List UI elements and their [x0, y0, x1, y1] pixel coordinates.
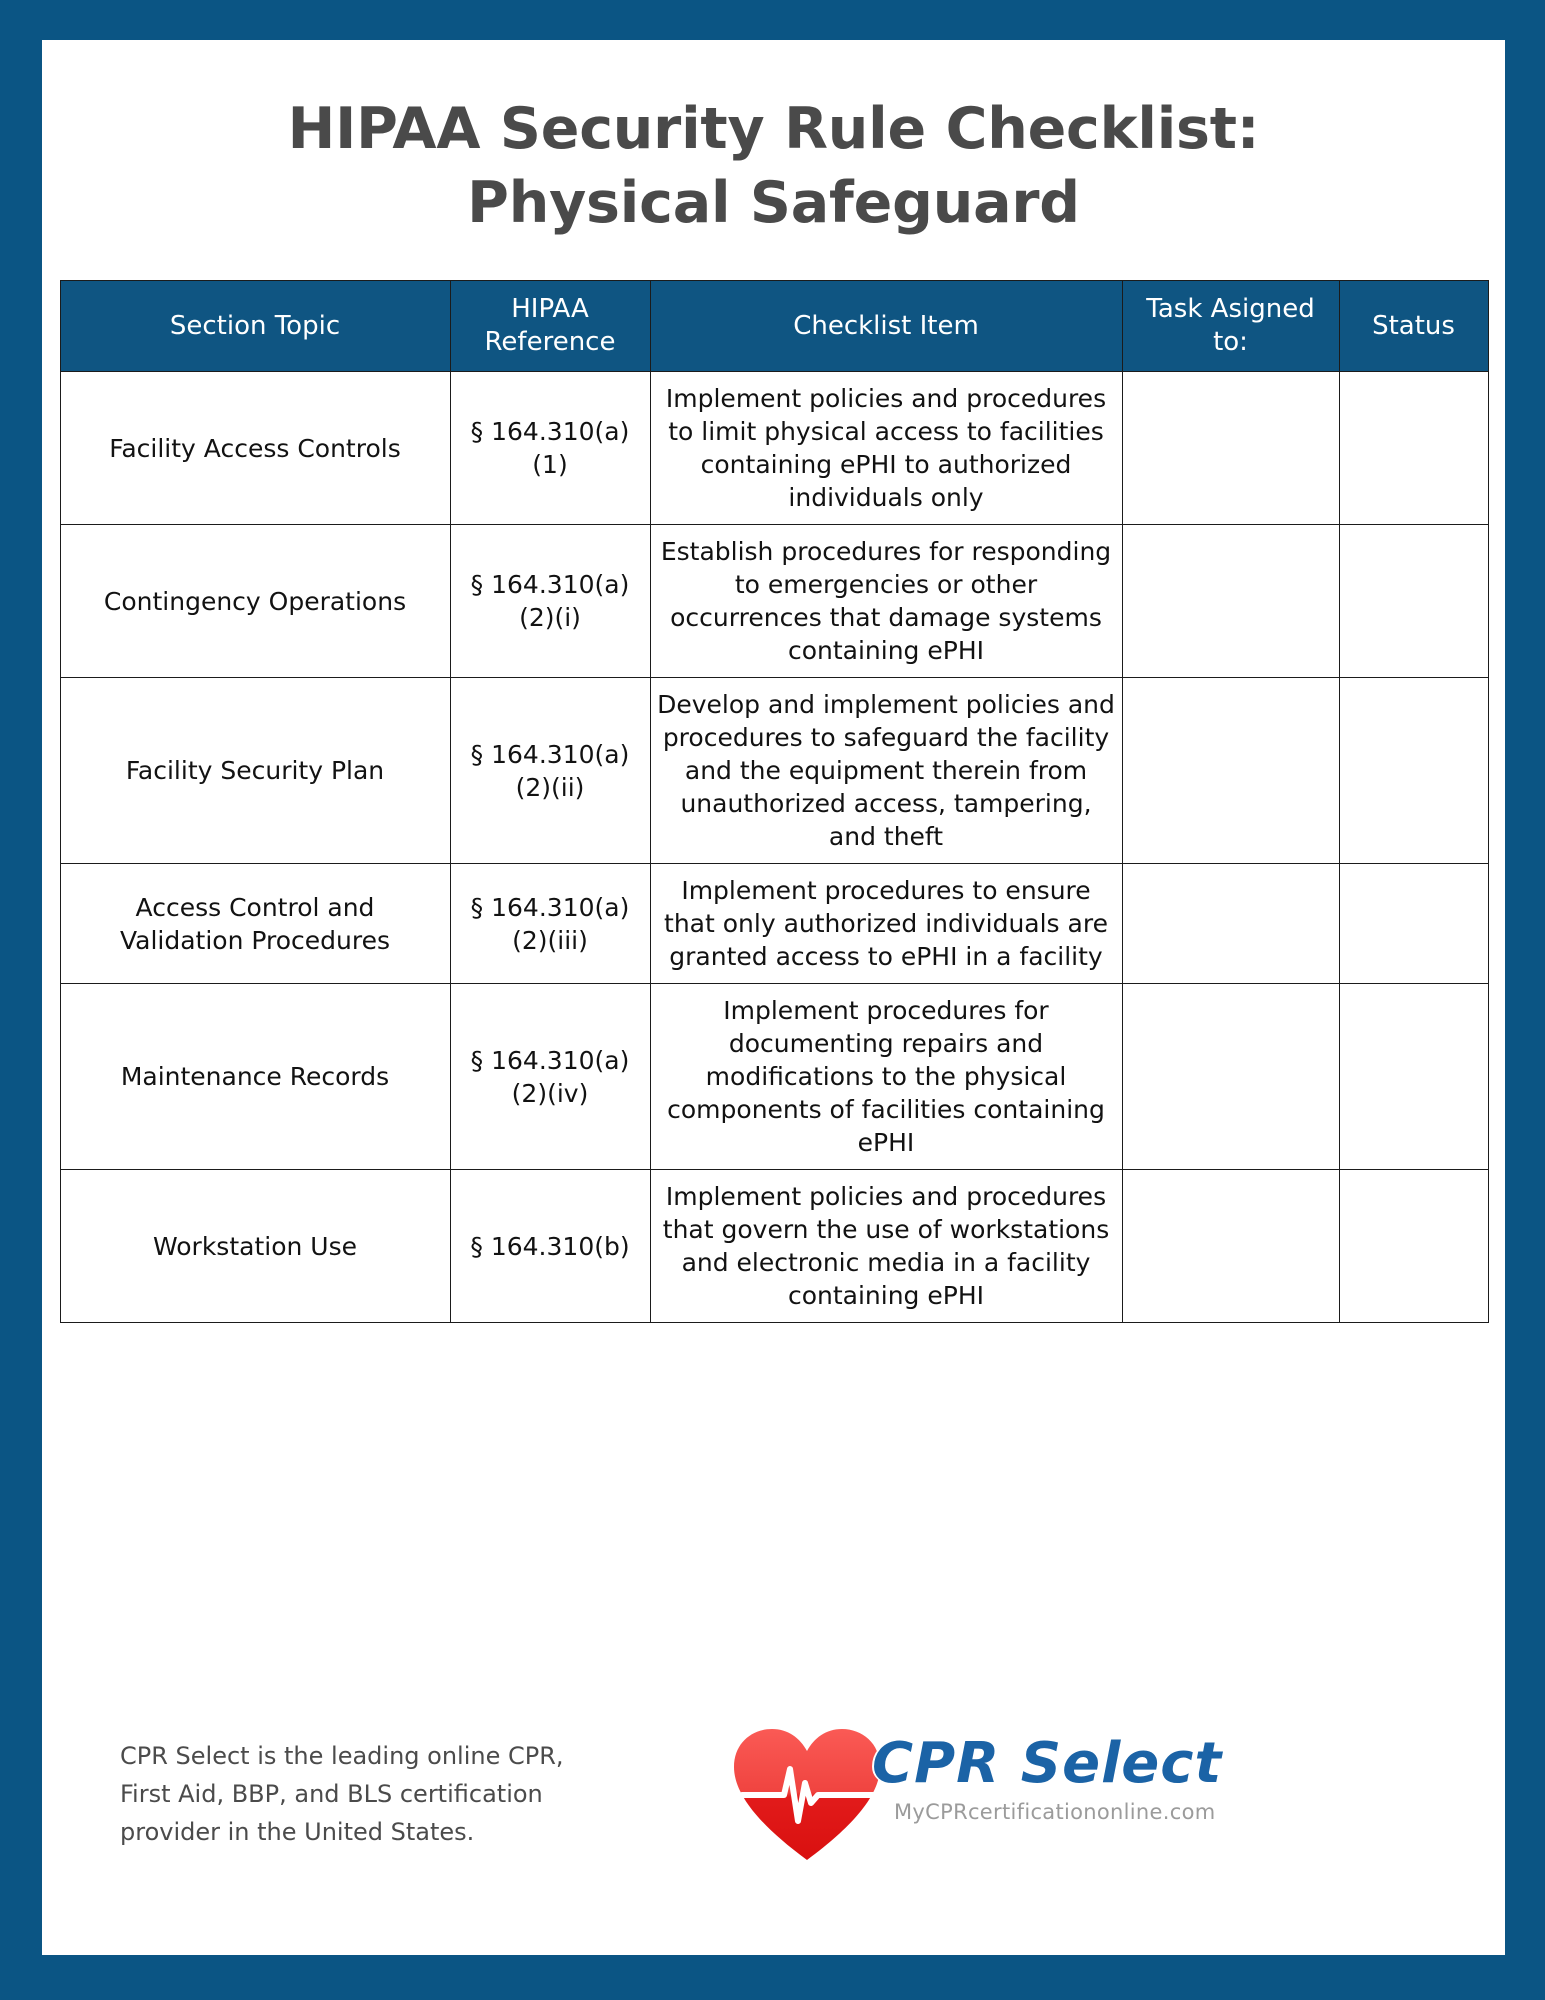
cell-status[interactable]	[1339, 372, 1488, 525]
logo-wordmark	[872, 1731, 1223, 1825]
cpr-select-logo	[732, 1719, 1372, 1869]
cell-task-assigned-to[interactable]	[1122, 1170, 1339, 1323]
table-row	[60, 984, 1488, 1170]
cell-status[interactable]	[1339, 525, 1488, 678]
cell-task-assigned-to[interactable]	[1122, 372, 1339, 525]
table-row	[60, 525, 1488, 678]
cell-hipaa-reference: § 164.310(a)(2)(iii)	[450, 864, 650, 984]
document-sheet	[42, 40, 1505, 1955]
cell-task-assigned-to[interactable]	[1122, 984, 1339, 1170]
cell-task-assigned-to[interactable]	[1122, 678, 1339, 864]
cell-hipaa-reference: § 164.310(b)	[450, 1170, 650, 1323]
column-header-status: Status	[1339, 281, 1488, 372]
logo-brand-text: CPR Select	[872, 1731, 1223, 1796]
cell-section-topic: Facility Security Plan	[60, 678, 450, 864]
table-body	[60, 372, 1488, 1323]
cell-section-topic: Workstation Use	[60, 1170, 450, 1323]
page-title-line-1: HIPAA Security Rule Checklist:	[287, 96, 1260, 162]
page-title-line-2: Physical Safeguard	[467, 170, 1080, 236]
cell-section-topic: Contingency Operations	[60, 525, 450, 678]
cell-hipaa-reference: § 164.310(a)(2)(ii)	[450, 678, 650, 864]
column-header-hipaa-reference: HIPAA Reference	[450, 281, 650, 372]
checklist-table	[60, 280, 1489, 1323]
footer-blurb: CPR Select is the leading online CPR, First Aid, BBP, and BLS certification provider in the United States.	[120, 1742, 564, 1846]
column-header-checklist-item: Checklist Item	[650, 281, 1122, 372]
cell-checklist-item: Implement procedures to ensure that only authorized individuals are granted access to ePHI in a facility	[650, 864, 1122, 984]
column-header-task-assigned-to: Task Asigned to:	[1122, 281, 1339, 372]
table-row	[60, 678, 1488, 864]
cell-checklist-item: Implement policies and procedures that govern the use of workstations and electronic media in a facility containing ePHI	[650, 1170, 1122, 1323]
cell-status[interactable]	[1339, 864, 1488, 984]
table-header-row	[60, 281, 1488, 372]
cell-checklist-item: Implement policies and procedures to limit physical access to facilities containing ePHI to authorized individuals only	[650, 372, 1122, 525]
table-row	[60, 372, 1488, 525]
table-row	[60, 1170, 1488, 1323]
heart-ecg-icon	[732, 1725, 882, 1865]
cell-task-assigned-to[interactable]	[1122, 864, 1339, 984]
cell-task-assigned-to[interactable]	[1122, 525, 1339, 678]
cell-hipaa-reference: § 164.310(a)(2)(iv)	[450, 984, 650, 1170]
cell-status[interactable]	[1339, 984, 1488, 1170]
cell-section-topic: Facility Access Controls	[60, 372, 450, 525]
cell-checklist-item: Develop and implement policies and procedures to safeguard the facility and the equipment therein from unauthorized access, tampering, and theft	[650, 678, 1122, 864]
cell-section-topic: Access Control and Validation Procedures	[60, 864, 450, 984]
cell-section-topic: Maintenance Records	[60, 984, 450, 1170]
table-row	[60, 864, 1488, 984]
cell-checklist-item: Implement procedures for documenting repairs and modifications to the physical components of facilities containing ePHI	[650, 984, 1122, 1170]
cell-checklist-item: Establish procedures for responding to emergencies or other occurrences that damage systems containing ePHI	[650, 525, 1122, 678]
cell-status[interactable]	[1339, 1170, 1488, 1323]
cell-status[interactable]	[1339, 678, 1488, 864]
checklist-table-wrapper	[60, 280, 1488, 1323]
column-header-section-topic: Section Topic	[60, 281, 450, 372]
cell-hipaa-reference: § 164.310(a)(2)(i)	[450, 525, 650, 678]
table-header	[60, 281, 1488, 372]
page-title	[42, 92, 1505, 240]
logo-url-text: MyCPRcertificationonline.com	[894, 1800, 1216, 1824]
page-footer	[42, 1709, 1505, 1879]
cell-hipaa-reference: § 164.310(a)(1)	[450, 372, 650, 525]
